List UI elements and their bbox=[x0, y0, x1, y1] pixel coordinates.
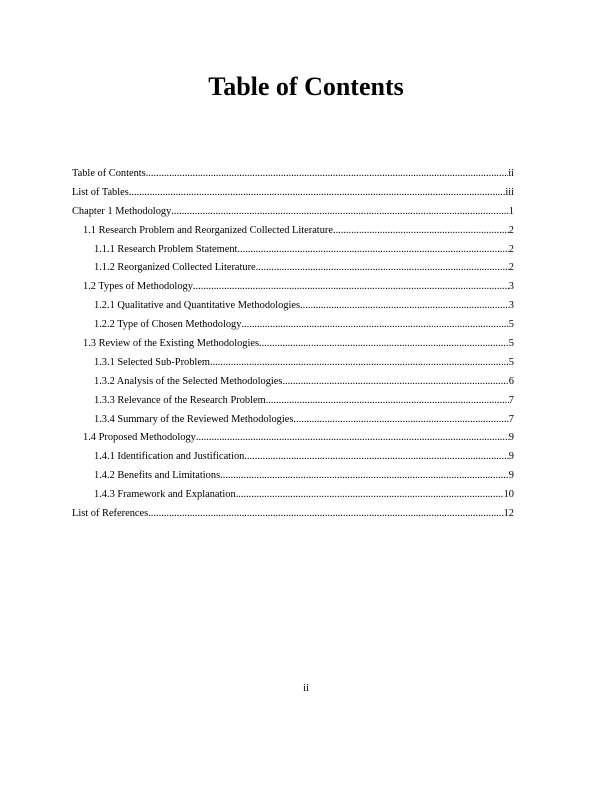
toc-entry-page: 5 bbox=[508, 338, 514, 350]
toc-entry-label: 1.3.4 Summary of the Reviewed Methodologies bbox=[94, 413, 294, 425]
toc-entry-label: 1.2 Types of Methodology bbox=[83, 281, 193, 293]
toc-dot-leader bbox=[293, 411, 508, 430]
toc-entry-page: 10 bbox=[503, 489, 514, 501]
toc-entry-page: 2 bbox=[508, 262, 514, 274]
toc-dot-leader bbox=[210, 354, 509, 373]
toc-dot-leader bbox=[300, 297, 509, 316]
toc-entry-page: 3 bbox=[508, 281, 514, 293]
toc-dot-leader bbox=[236, 486, 504, 505]
page-number: ii bbox=[303, 683, 309, 694]
toc-entry-1-3-2[interactable] bbox=[72, 373, 514, 392]
toc-entry-1-2[interactable] bbox=[72, 278, 514, 297]
toc-dot-leader bbox=[241, 316, 508, 335]
toc-entry-table-of-contents[interactable] bbox=[72, 165, 514, 184]
toc-entry-1-3-3[interactable] bbox=[72, 392, 514, 411]
toc-dot-leader bbox=[129, 184, 506, 203]
toc-entry-label: 1.1.1 Research Problem Statement bbox=[94, 243, 238, 255]
toc-dot-leader bbox=[244, 448, 508, 467]
toc-entry-page: ii bbox=[508, 168, 514, 179]
toc-dot-leader bbox=[266, 392, 509, 411]
toc-entry-1-3[interactable] bbox=[72, 335, 514, 354]
toc-entry-1-3-1[interactable] bbox=[72, 354, 514, 373]
toc-entry-1-2-1[interactable] bbox=[72, 297, 514, 316]
toc-entry-list-of-tables[interactable] bbox=[72, 184, 514, 203]
toc-dot-leader bbox=[196, 429, 509, 448]
toc-entry-1-1[interactable] bbox=[72, 222, 514, 241]
toc-entry-label: Table of Contents bbox=[72, 168, 146, 179]
toc-entry-page: 2 bbox=[508, 224, 514, 236]
toc-entry-label: 1.4 Proposed Methodology bbox=[83, 432, 196, 444]
toc-entry-1-4[interactable] bbox=[72, 429, 514, 448]
toc-entry-page: 3 bbox=[508, 300, 514, 312]
toc-entry-label: Chapter 1 Methodology bbox=[72, 205, 172, 217]
toc-dot-leader bbox=[333, 222, 509, 241]
toc-dot-leader bbox=[193, 278, 509, 297]
toc-entry-label: List of References bbox=[72, 508, 149, 520]
toc-dot-leader bbox=[282, 373, 508, 392]
toc-entry-1-4-1[interactable] bbox=[72, 448, 514, 467]
toc-entry-label: 1.3.2 Analysis of the Selected Methodologies bbox=[94, 375, 283, 387]
toc-entry-label: List of Tables bbox=[72, 186, 129, 198]
toc-dot-leader bbox=[220, 467, 509, 486]
toc-entry-1-4-3[interactable] bbox=[72, 486, 514, 505]
toc-entry-page: 9 bbox=[508, 451, 514, 463]
table-of-contents bbox=[72, 165, 514, 524]
toc-entry-page: iii bbox=[505, 186, 514, 198]
toc-dot-leader bbox=[237, 241, 508, 260]
toc-entry-1-3-4[interactable] bbox=[72, 411, 514, 430]
toc-entry-page: 9 bbox=[508, 470, 514, 482]
toc-entry-page: 2 bbox=[508, 243, 514, 255]
toc-entry-label: 1.4.2 Benefits and Limitations bbox=[94, 470, 221, 482]
toc-entry-label: 1.3.3 Relevance of the Research Problem bbox=[94, 394, 266, 406]
toc-entry-page: 1 bbox=[508, 205, 514, 217]
toc-entry-label: 1.3 Review of the Existing Methodologies bbox=[83, 338, 260, 350]
page-title: Table of Contents bbox=[208, 72, 404, 101]
toc-entry-page: 5 bbox=[508, 319, 514, 331]
toc-entry-page: 7 bbox=[508, 413, 514, 425]
toc-dot-leader bbox=[148, 505, 503, 524]
toc-entry-label: 1.2.1 Qualitative and Quantitative Methodologies bbox=[94, 300, 301, 312]
toc-entry-page: 6 bbox=[508, 375, 514, 387]
toc-entry-1-1-2[interactable] bbox=[72, 259, 514, 278]
toc-entry-page: 7 bbox=[508, 394, 514, 406]
toc-dot-leader bbox=[171, 203, 509, 222]
toc-entry-label: 1.1.2 Reorganized Collected Literature bbox=[94, 262, 256, 274]
toc-dot-leader bbox=[146, 165, 508, 184]
toc-entry-label: 1.3.1 Selected Sub-Problem bbox=[94, 356, 211, 368]
toc-entry-1-1-1[interactable] bbox=[72, 241, 514, 260]
toc-entry-1-2-2[interactable] bbox=[72, 316, 514, 335]
toc-entry-label: 1.1 Research Problem and Reorganized Collected Literature bbox=[83, 224, 333, 236]
toc-entry-1-4-2[interactable] bbox=[72, 467, 514, 486]
toc-entry-label: 1.2.2 Type of Chosen Methodology bbox=[94, 319, 242, 331]
toc-entry-label: 1.4.3 Framework and Explanation bbox=[94, 489, 236, 501]
toc-entry-page: 12 bbox=[503, 508, 514, 520]
toc-entry-list-of-references[interactable] bbox=[72, 505, 514, 524]
toc-entry-chapter-1[interactable] bbox=[72, 203, 514, 222]
toc-entry-label: 1.4.1 Identification and Justification bbox=[94, 451, 245, 463]
toc-dot-leader bbox=[259, 335, 509, 354]
toc-dot-leader bbox=[256, 259, 509, 278]
toc-entry-page: 9 bbox=[508, 432, 514, 444]
toc-entry-page: 5 bbox=[508, 356, 514, 368]
